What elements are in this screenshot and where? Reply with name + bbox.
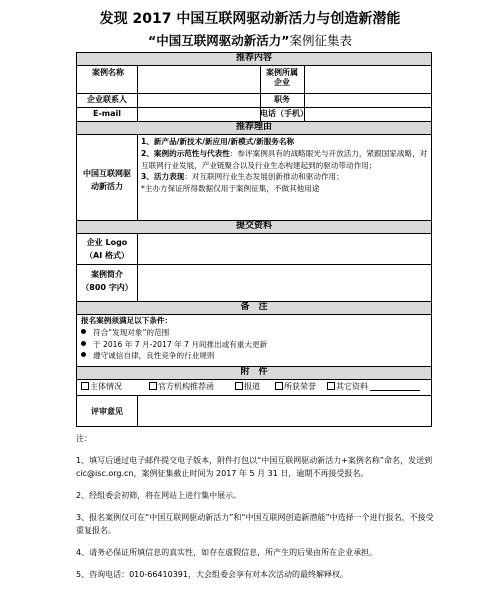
checkbox-icon [81, 382, 89, 390]
phone-label: 电话（手机） [260, 109, 308, 118]
email-input[interactable] [138, 108, 259, 121]
subtitle-rest: 案例征集表 [289, 33, 352, 48]
checkbox-honors[interactable]: 所获荣誉 [275, 381, 316, 392]
case-name-label: 案例名称 [92, 68, 124, 77]
reason-item-2 [141, 148, 429, 172]
logo-label: 企业 Logo（AI 格式） [85, 238, 129, 260]
note-item-4: 4、请务必保证所填信息的真实性，如存在虚假信息，所产生的后果由所在企业承担。 [76, 548, 378, 557]
checkbox-official-letter[interactable]: 官方机构推荐函 [149, 381, 214, 392]
unit-input[interactable] [305, 66, 431, 93]
bullet-icon [81, 341, 86, 346]
checkbox-entity[interactable]: 主体情况 [81, 381, 122, 392]
bullet-icon [81, 329, 86, 334]
logo-upload[interactable] [138, 234, 431, 264]
document-subtitle [0, 31, 500, 49]
remarks-item: 于 2016 年 7 月-2017 年 7 月间推出或有重大更新 [81, 339, 427, 351]
checkbox-icon [235, 382, 243, 390]
reason-label: 中国互联网驱动新活力 [83, 169, 131, 191]
unit-label: 案例所属企业 [266, 68, 298, 87]
intro-input[interactable] [138, 265, 431, 301]
checkbox-icon [149, 382, 157, 390]
checkbox-icon [275, 382, 283, 390]
section-remarks: 备 注 [77, 302, 431, 314]
reason-item-1: 1、新产品/新技术/新应用/新模式/新服务名称 [141, 137, 295, 146]
note-item-2: 2、经组委会初筛，将在网站上进行集中展示。 [76, 491, 242, 500]
note-item-5: 5、咨询电话：010-66410391，大会组委会享有对本次活动的最终解释权。 [76, 570, 348, 579]
section-recommend: 推荐内容 [77, 53, 431, 65]
contact-label: 企业联系人 [87, 95, 127, 104]
intro-label: 案例简介（800 字内） [81, 270, 133, 292]
remarks-item: 遵守诚信自律，良性竞争的行业规则 [81, 350, 427, 362]
section-materials: 提交资料 [77, 221, 431, 233]
position-label: 职务 [274, 95, 290, 104]
phone-input[interactable] [305, 108, 431, 121]
review-input[interactable] [138, 396, 431, 427]
position-input[interactable] [305, 94, 431, 107]
review-label: 评审意见 [91, 407, 123, 416]
reason-item-3-label: 3、活力表现 [141, 172, 185, 182]
section-attachments: 附 件 [77, 367, 431, 379]
document-title: 发现 2017 中国互联网驱动新活力与创造新潜能 [99, 11, 401, 27]
notes-heading: 注： [76, 434, 92, 443]
note-item-1: 1、填写后通过电子邮件提交电子版本，附件打包以“中国互联网驱动新活力+案例名称”命名，发送到 cic@isc.org.cn，案例征集截止时间为 2017 年 5 月 31 日，逾期不再接受报名。 [76, 456, 433, 478]
reason-item-3-text: ：对互联网行业生态发展创新推动和驱动作用； [184, 172, 344, 182]
reason-content[interactable] [141, 136, 429, 195]
remarks-item: 符合“发现对象”的范围 [81, 327, 427, 339]
section-reason: 推荐理由 [77, 122, 431, 134]
reason-item-2-label: 2、案例的示范性与代表性 [141, 148, 230, 158]
checkbox-other[interactable]: 其它资料 [327, 381, 420, 392]
reason-item-2-text: ：参评案例具有的战略眼光与开放活力，紧跟国家战略，对互联网行业发展，产业链聚合以及行业生态构建起到的驱动带动作用； [141, 148, 428, 170]
remarks-heading: 报名案例须满足以下条件： [81, 316, 173, 325]
bullet-icon [81, 352, 86, 357]
application-form-table [76, 52, 432, 427]
checkbox-reports[interactable]: 报道 [235, 381, 260, 392]
email-label: E-mail [92, 109, 121, 118]
subtitle-quote: “中国互联网驱动新活力” [148, 33, 290, 48]
reason-item-4: *主办方保证所得数据仅用于案例征集，不做其他用途 [141, 184, 320, 194]
case-name-input[interactable] [138, 66, 259, 93]
remarks-content [81, 315, 427, 362]
notes [76, 432, 436, 590]
note-item-3: 3、报名案例仅可在“中国互联网驱动新活力”和“中国互联网创造新潜能”中选择一个进行报名，不接受重复报名。 [76, 513, 434, 535]
other-materials-blank [370, 390, 420, 391]
reason-item-3 [141, 171, 429, 183]
contact-input[interactable] [138, 94, 259, 107]
checkbox-icon [327, 382, 335, 390]
